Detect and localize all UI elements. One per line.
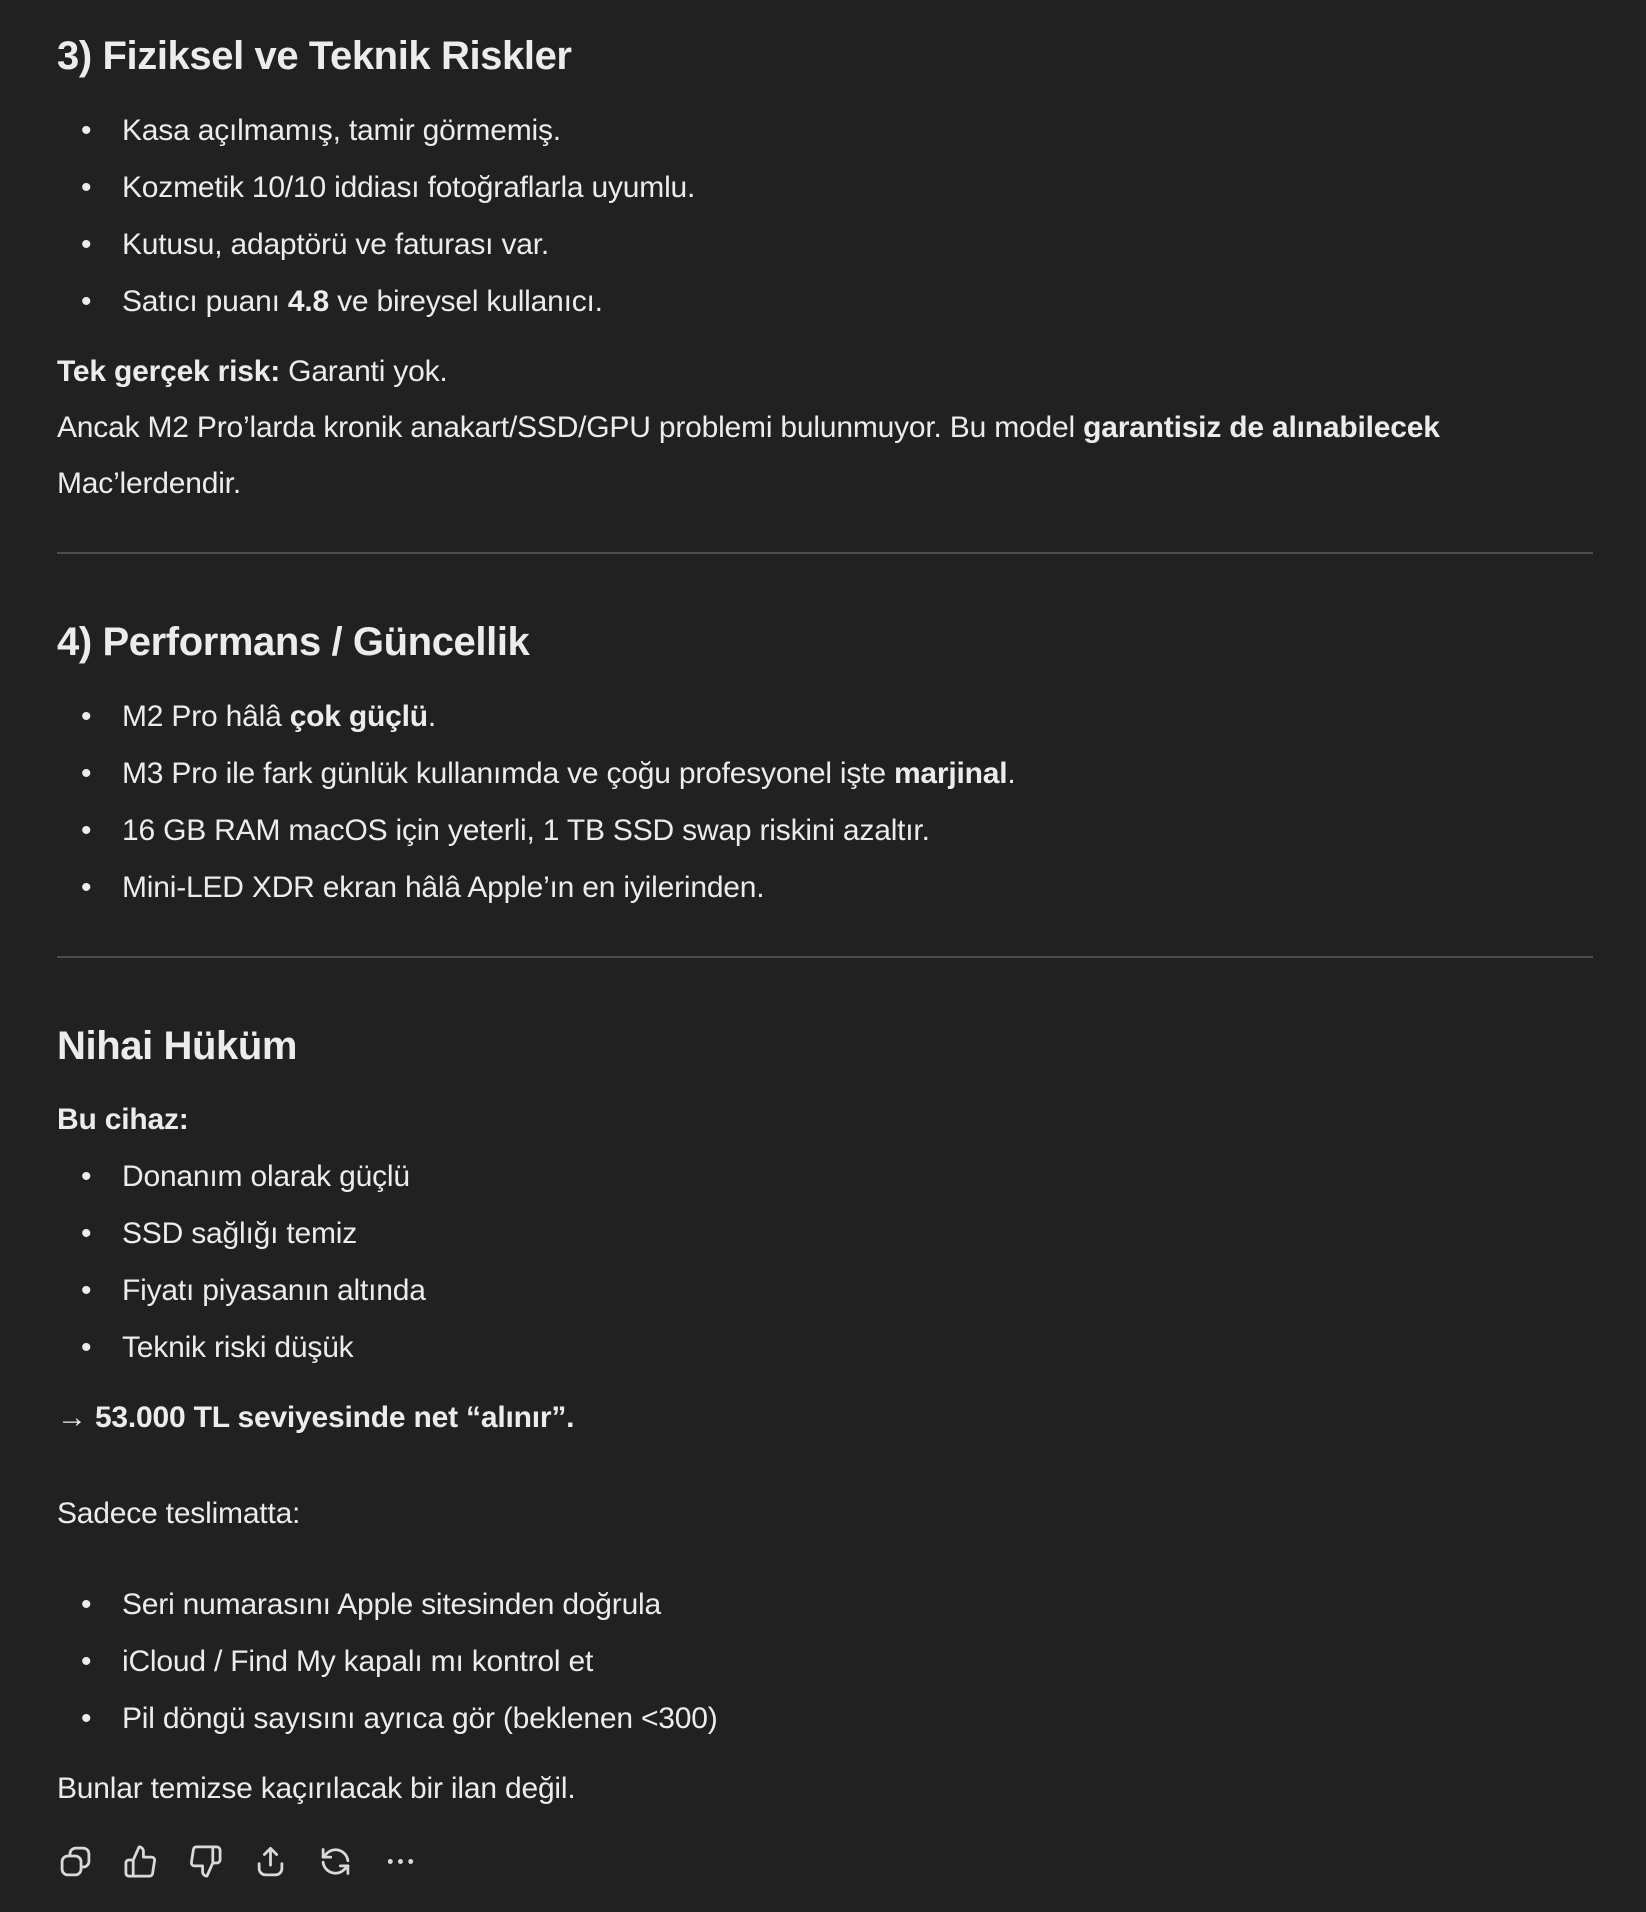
list-item bbox=[57, 802, 1593, 859]
list-item bbox=[57, 1319, 1593, 1376]
list-item bbox=[57, 159, 1593, 216]
bullet-text-pre: M3 Pro ile fark günlük kullanımda ve çoğu profesyonel işte bbox=[122, 757, 894, 790]
bullet-text-pre: Satıcı puanı bbox=[122, 285, 288, 318]
regenerate-icon bbox=[318, 1844, 353, 1879]
performance-list bbox=[57, 688, 1593, 916]
bullet-text: Seri numarasını Apple sitesinden doğrula bbox=[122, 1588, 662, 1621]
copy-button[interactable] bbox=[57, 1843, 93, 1879]
list-item bbox=[57, 745, 1593, 802]
section-heading-performance: 4) Performans / Güncellik bbox=[57, 620, 530, 664]
thumbs-down-button[interactable] bbox=[187, 1843, 223, 1879]
bullet-text-post: . bbox=[1007, 757, 1016, 790]
bullet-text-post: . bbox=[427, 700, 437, 733]
share-icon bbox=[253, 1844, 288, 1879]
list-item bbox=[57, 273, 1593, 330]
list-item bbox=[57, 1576, 1593, 1633]
bullet-text: SSD sağlığı temiz bbox=[122, 1217, 358, 1250]
list-item bbox=[57, 216, 1593, 273]
list-item bbox=[57, 1205, 1593, 1262]
risk-summary-lead: Tek gerçek risk: bbox=[57, 355, 281, 388]
delivery-checklist bbox=[57, 1576, 1593, 1747]
risk-detail-post: Mac’lerdendir. bbox=[57, 467, 241, 500]
more-options-icon bbox=[383, 1844, 418, 1879]
list-item bbox=[57, 1690, 1593, 1747]
bullet-text: Teknik riski düşük bbox=[122, 1331, 354, 1364]
risk-detail-pre: Ancak M2 Pro’larda kronik anakart/SSD/GPU problemi bulunmuyor. Bu model bbox=[57, 411, 1084, 444]
list-item bbox=[57, 1262, 1593, 1319]
section-divider bbox=[57, 552, 1593, 554]
bullet-text-bold: marjinal bbox=[893, 757, 1008, 790]
bullet-text: Kasa açılmamış, tamir görmemiş. bbox=[122, 114, 561, 147]
closing-paragraph: Bunlar temizse kaçırılacak bir ilan değil. bbox=[57, 1772, 576, 1805]
list-item bbox=[57, 859, 1593, 916]
risk-detail-bold: garantisiz de alınabilecek bbox=[1083, 411, 1440, 444]
copy-icon bbox=[58, 1844, 93, 1879]
list-item bbox=[57, 688, 1593, 745]
bullet-text: Donanım olarak güçlü bbox=[122, 1160, 410, 1193]
thumbs-up-button[interactable] bbox=[122, 1843, 158, 1879]
list-item bbox=[57, 1633, 1593, 1690]
section-heading-physical-risks: 3) Fiziksel ve Teknik Riskler bbox=[57, 34, 572, 78]
risk-detail-paragraph bbox=[57, 400, 1593, 512]
physical-risks-list bbox=[57, 102, 1593, 330]
bullet-text: 16 GB RAM macOS için yeterli, 1 TB SSD swap riskini azaltır. bbox=[122, 814, 930, 847]
verdict-lead: Bu cihaz: bbox=[57, 1103, 189, 1136]
section-heading-final-verdict: Nihai Hüküm bbox=[57, 1024, 298, 1068]
thumbs-down-icon bbox=[188, 1844, 223, 1879]
verdict-list bbox=[57, 1148, 1593, 1376]
risk-summary-text: Garanti yok. bbox=[280, 355, 448, 388]
section-divider bbox=[57, 956, 1593, 958]
delivery-lead-paragraph: Sadece teslimatta: bbox=[57, 1497, 301, 1530]
arrow-glyph: → bbox=[57, 1401, 95, 1434]
bullet-text: Kozmetik 10/10 iddiası fotoğraflarla uyumlu. bbox=[122, 171, 696, 204]
more-options-button[interactable] bbox=[382, 1843, 418, 1879]
bullet-text: Kutusu, adaptörü ve faturası var. bbox=[122, 228, 549, 261]
thumbs-up-icon bbox=[123, 1844, 158, 1879]
list-item bbox=[57, 102, 1593, 159]
bullet-text-pre: M2 Pro hâlâ bbox=[122, 700, 290, 733]
risk-summary-paragraph bbox=[57, 344, 1593, 400]
regenerate-button[interactable] bbox=[317, 1843, 353, 1879]
price-conclusion-bold: 53.000 TL seviyesinde net “alınır”. bbox=[94, 1401, 575, 1434]
bullet-text: Fiyatı piyasanın altında bbox=[122, 1274, 426, 1307]
bullet-text: Pil döngü sayısını ayrıca gör (beklenen <300) bbox=[122, 1702, 718, 1735]
bullet-text-post: ve bireysel kullanıcı. bbox=[328, 285, 603, 318]
share-button[interactable] bbox=[252, 1843, 288, 1879]
bullet-text-bold: çok güçlü bbox=[289, 700, 428, 733]
list-item bbox=[57, 1148, 1593, 1205]
message-actions-bar bbox=[57, 1843, 1593, 1879]
bullet-text: iCloud / Find My kapalı mı kontrol et bbox=[122, 1645, 594, 1678]
price-conclusion-paragraph bbox=[57, 1390, 1593, 1446]
bullet-text-bold: 4.8 bbox=[287, 285, 329, 318]
bullet-text: Mini-LED XDR ekran hâlâ Apple’ın en iyilerinden. bbox=[122, 871, 765, 904]
verdict-lead-paragraph bbox=[57, 1092, 1593, 1148]
